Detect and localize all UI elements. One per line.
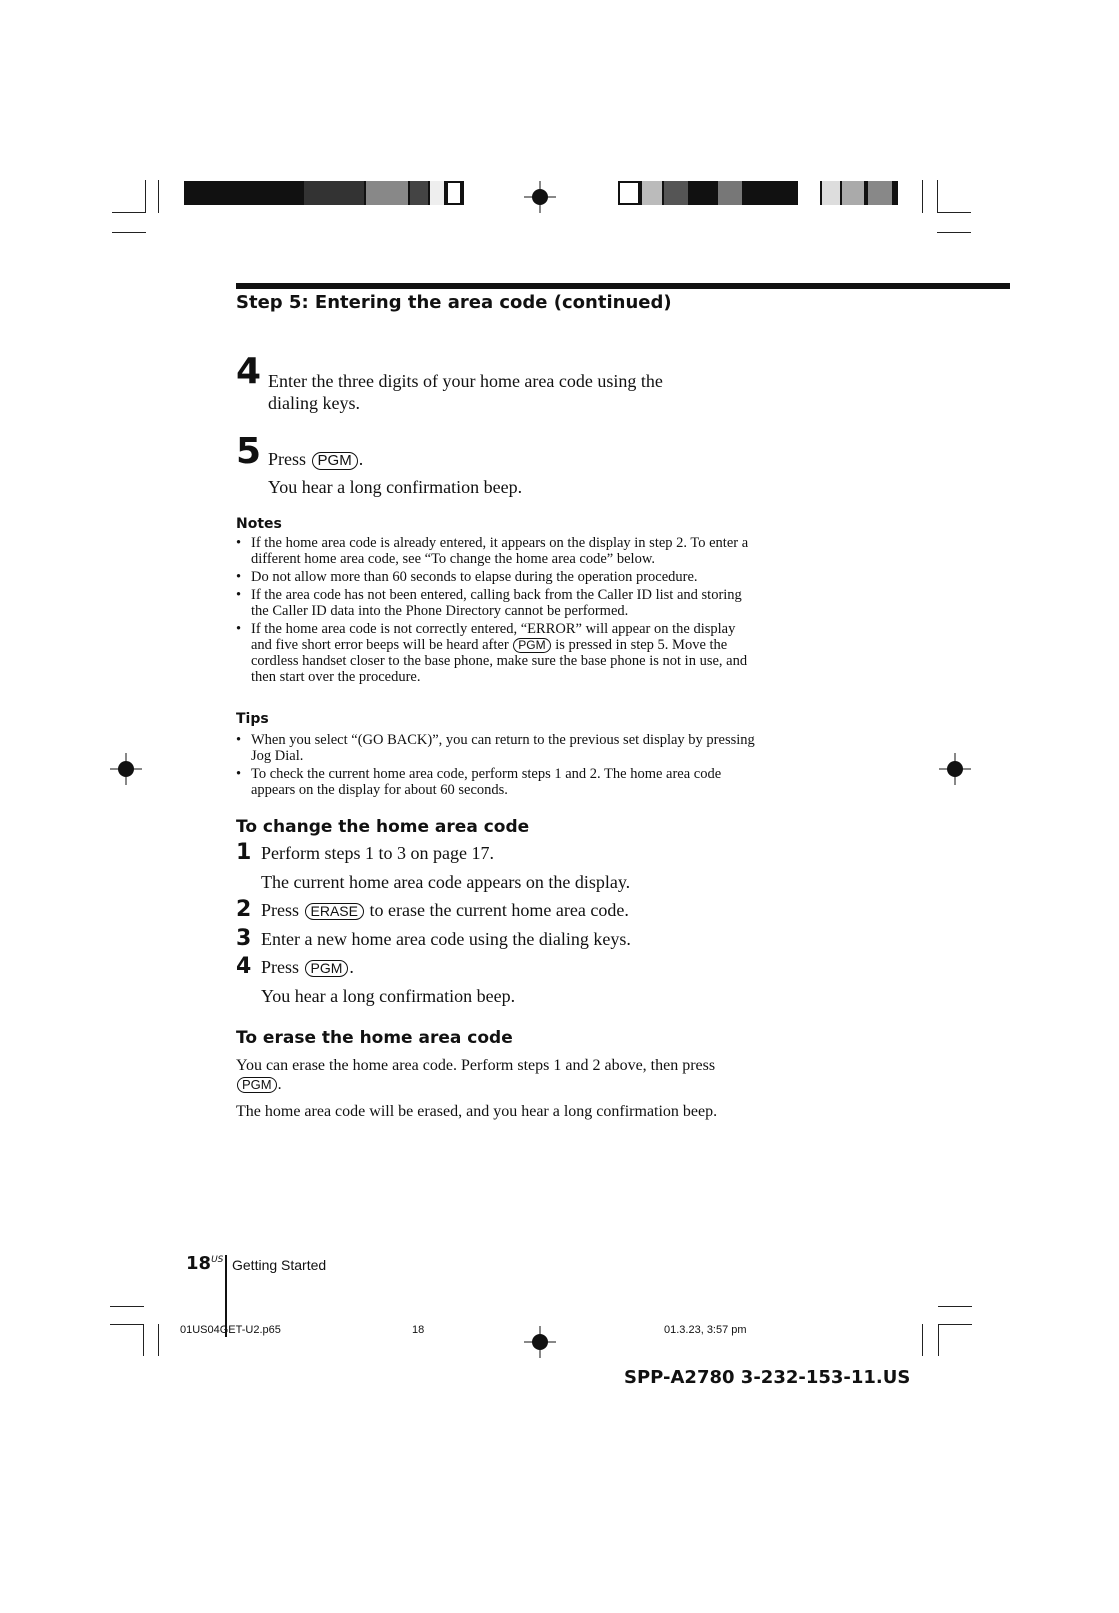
step-number: 1 bbox=[236, 840, 252, 865]
step-result: You hear a long confirmation beep. bbox=[268, 477, 523, 497]
pgm-key-icon: PGM bbox=[513, 638, 550, 653]
registration-mark-bottom bbox=[524, 1326, 556, 1363]
registration-mark-right bbox=[939, 753, 971, 790]
list-item: • If the home area code is already entered, it appears on the display in step 2. To enter a different home area code, see “To change the home area code” below. bbox=[236, 535, 749, 567]
list-item: • Do not allow more than 60 seconds to elapse during the operation procedure. bbox=[236, 569, 698, 585]
page-title: Step 5: Entering the area code (continued) bbox=[236, 292, 672, 313]
page-number: $18^{US}$ bbox=[186, 1253, 224, 1274]
erase-paragraph-1: You can erase the home area code. Perform steps 1 and 2 above, then press PGM . bbox=[236, 1057, 716, 1093]
step-number: 4 bbox=[236, 351, 262, 392]
step-number: 5 bbox=[236, 431, 262, 472]
list-item: • If the home area code is not correctly entered, “ERROR” will appear on the display and five short error beeps will be heard after PGM is pressed in step 5. Move the cordless handset closer to the base phone, make sure the base phone is not in use, and then start over the procedure. bbox=[236, 621, 748, 685]
pgm-key-icon: PGM bbox=[312, 452, 358, 470]
pgm-key-icon: PGM bbox=[305, 960, 349, 977]
file-page: 18 bbox=[412, 1324, 425, 1336]
tips-heading: Tips bbox=[236, 711, 269, 727]
timestamp: 01.3.23, 3:57 pm bbox=[664, 1324, 747, 1336]
step-result: You hear a long confirmation beep. bbox=[261, 986, 516, 1006]
registration-mark-left bbox=[110, 753, 142, 790]
step-result: The current home area code appears on the display. bbox=[261, 872, 631, 892]
list-item: • To check the current home area code, perform steps 1 and 2. The home area code appears on the display for about 60 seconds. bbox=[236, 766, 722, 798]
step-number: 4 bbox=[236, 954, 252, 979]
color-bar-left bbox=[184, 181, 464, 205]
footer-section: Getting Started bbox=[232, 1257, 327, 1273]
file-name: 01US04GET-U2.p65 bbox=[180, 1324, 281, 1336]
step-text: Press bbox=[268, 449, 307, 469]
model-code: SPP-A2780 3-232-153-11.US bbox=[624, 1367, 911, 1388]
step-text: Enter the three digits of your home area code using the dialing keys. bbox=[268, 371, 663, 413]
tips-list bbox=[236, 732, 756, 800]
notes-list bbox=[236, 535, 756, 687]
registration-mark-top bbox=[524, 181, 556, 218]
pgm-key-icon: PGM bbox=[237, 1077, 277, 1093]
step-number: 3 bbox=[236, 926, 252, 951]
header-rule bbox=[236, 283, 1010, 289]
list-item: • When you select “(GO BACK)”, you can return to the previous set display by pressing Jog Dial. bbox=[236, 732, 755, 764]
step-number: 2 bbox=[236, 897, 252, 922]
color-bar-right bbox=[618, 181, 898, 205]
erase-key-icon: ERASE bbox=[305, 903, 364, 920]
erase-paragraph-2: The home area code will be erased, and you hear a long confirmation beep. bbox=[236, 1103, 718, 1120]
erase-section-heading: To erase the home area code bbox=[236, 1028, 513, 1048]
list-item: • If the area code has not been entered, calling back from the Caller ID list and storing the Caller ID data into the Phone Directory cannot be performed. bbox=[236, 587, 742, 619]
notes-heading: Notes bbox=[236, 516, 282, 532]
change-section-heading: To change the home area code bbox=[236, 817, 530, 837]
